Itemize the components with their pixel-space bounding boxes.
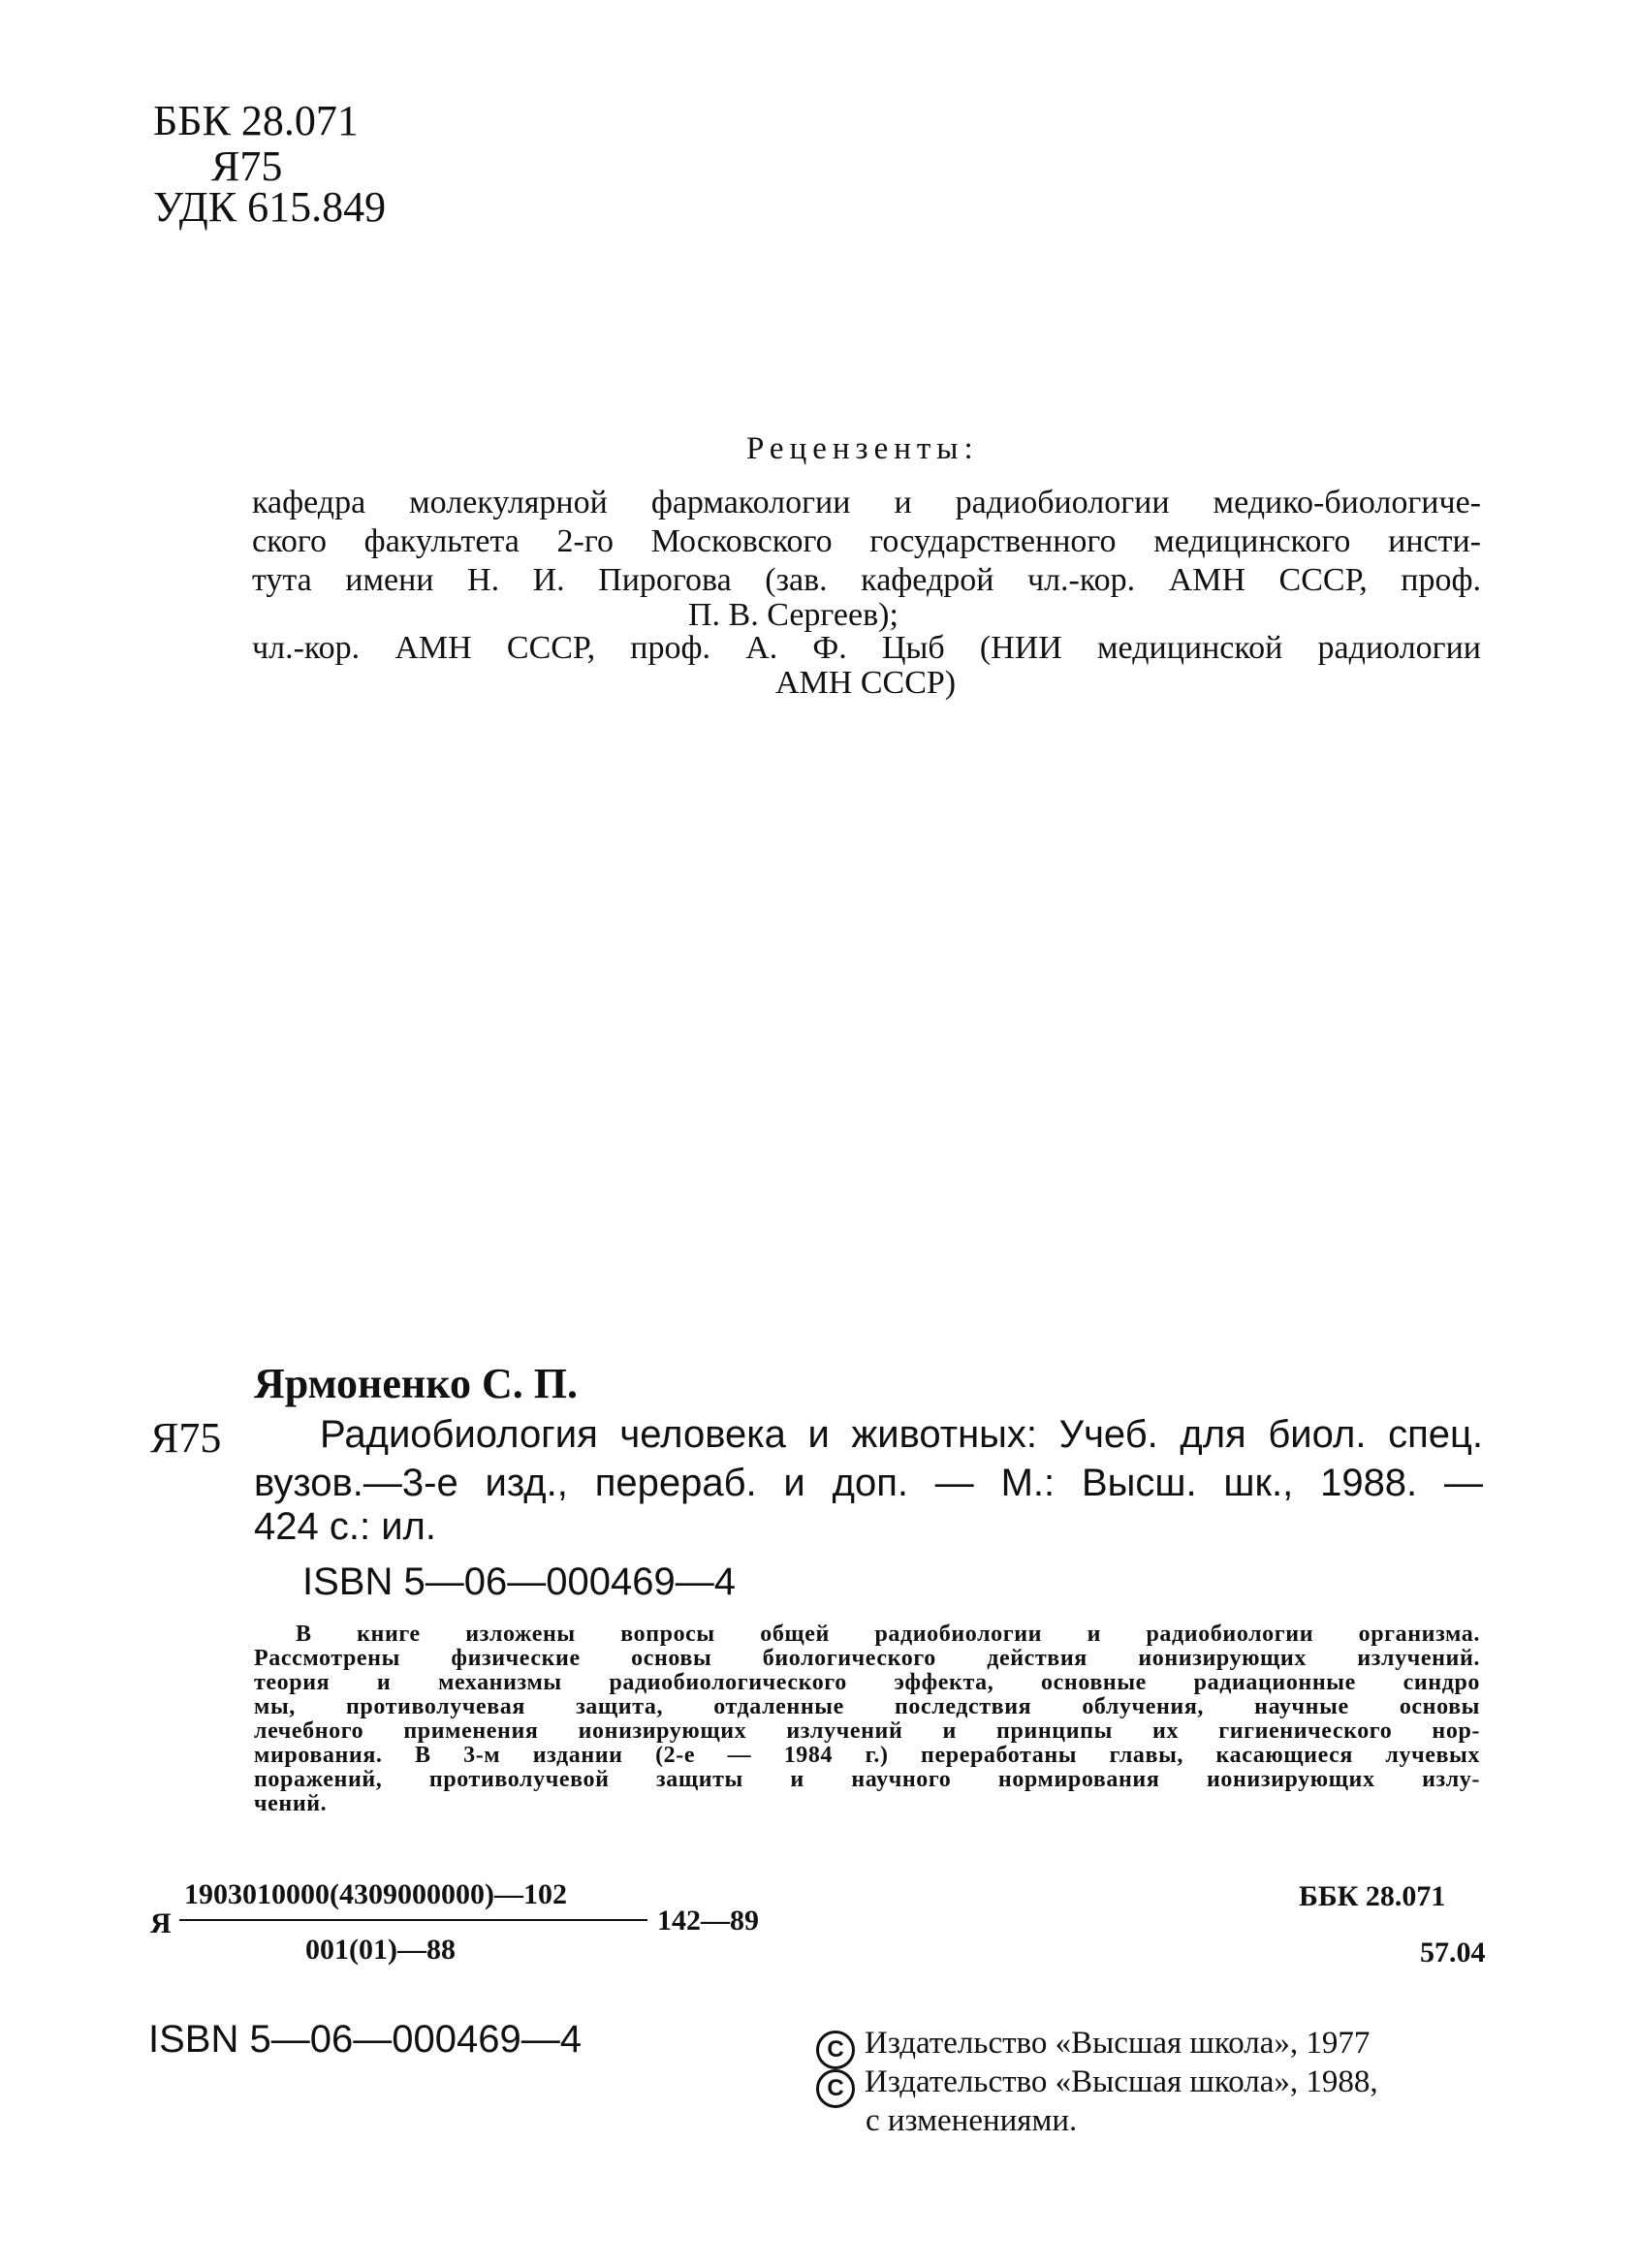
reviewer-line: ского факультета 2-го Московского государственного медицинского инсти- [252,523,1481,559]
bbk-right-line1: ББК 28.071 [1299,1880,1446,1912]
description-line: 424 с.: ил. [254,1505,436,1548]
isbn-description: ISBN 5—06—000469—4 [302,1560,736,1603]
copyright-icon: C [816,2069,855,2108]
reviewer-line: АМН СССР) [775,665,957,701]
abstract-line: чений. [254,1791,328,1816]
catalog-prefix: Я [150,1907,172,1939]
isbn-bottom: ISBN 5—06—000469—4 [148,2018,582,2061]
udk-code: УДК 615.849 [153,183,387,231]
reviewer-line: кафедра молекулярной фармакологии и радиобиологии медико-биологиче- [252,485,1481,520]
abstract-line: теория и механизмы радиобиологического эффекта, основные радиационные синдро [254,1670,1480,1695]
author-sign: Я75 [150,1414,222,1462]
copyright-text: Издательство «Высшая школа», 1977 [865,2026,1371,2061]
bbk-right-line2: 57.04 [1420,1937,1486,1969]
author-name: Ярмоненко С. П. [254,1360,578,1407]
reviewer-line: чл.-кор. АМН СССР, проф. А. Ф. Цыб (НИИ медицинской радиологии [252,630,1481,666]
reviewer-line: П. В. Сергеев); [688,597,898,633]
author-sign-code: Я75 [211,142,283,190]
copyright-line [816,2026,1370,2069]
abstract-line: мирования. В 3-м издании (2-е — 1984 г.) переработаны главы, касающиеся лучевых [254,1743,1480,1768]
catalog-numerator: 1903010000(4309000000)—102 [184,1878,567,1910]
abstract-line: В книге изложены вопросы общей радиобиологии и радиобиологии организма. [296,1622,1480,1647]
abstract-line: Рассмотрены физические основы биологического действия ионизирующих излучений. [254,1646,1480,1671]
copyright-note: с изменениями. [866,2103,1078,2138]
abstract-line: мы, противолучевая защита, отдаленные последствия облучения, научные основы [254,1694,1480,1719]
reviewers-title: Рецензенты: [746,431,979,466]
bbk-code: ББК 28.071 [153,97,359,144]
copyright-icon: C [816,2031,855,2069]
fraction-bar [179,1919,647,1921]
abstract-line: поражений, противолучевой защиты и научного нормирования ионизирующих излу- [254,1767,1480,1792]
copyright-line [816,2064,1378,2108]
catalog-suffix: 142—89 [657,1905,759,1937]
description-line: вузов.—3-е изд., перераб. и доп. — М.: Высш. шк., 1988. — [254,1462,1483,1504]
abstract-line: лечебного применения ионизирующих излучений и принципы их гигиенического нор- [254,1718,1480,1744]
description-line: Радиобиология человека и животных: Учеб. для биол. спец. [320,1413,1483,1456]
copyright-text: Издательство «Высшая школа», 1988, [865,2064,1378,2099]
catalog-denominator: 001(01)—88 [305,1934,456,1966]
reviewer-line: тута имени Н. И. Пирогова (зав. кафедрой чл.-кор. АМН СССР, проф. [252,562,1481,598]
